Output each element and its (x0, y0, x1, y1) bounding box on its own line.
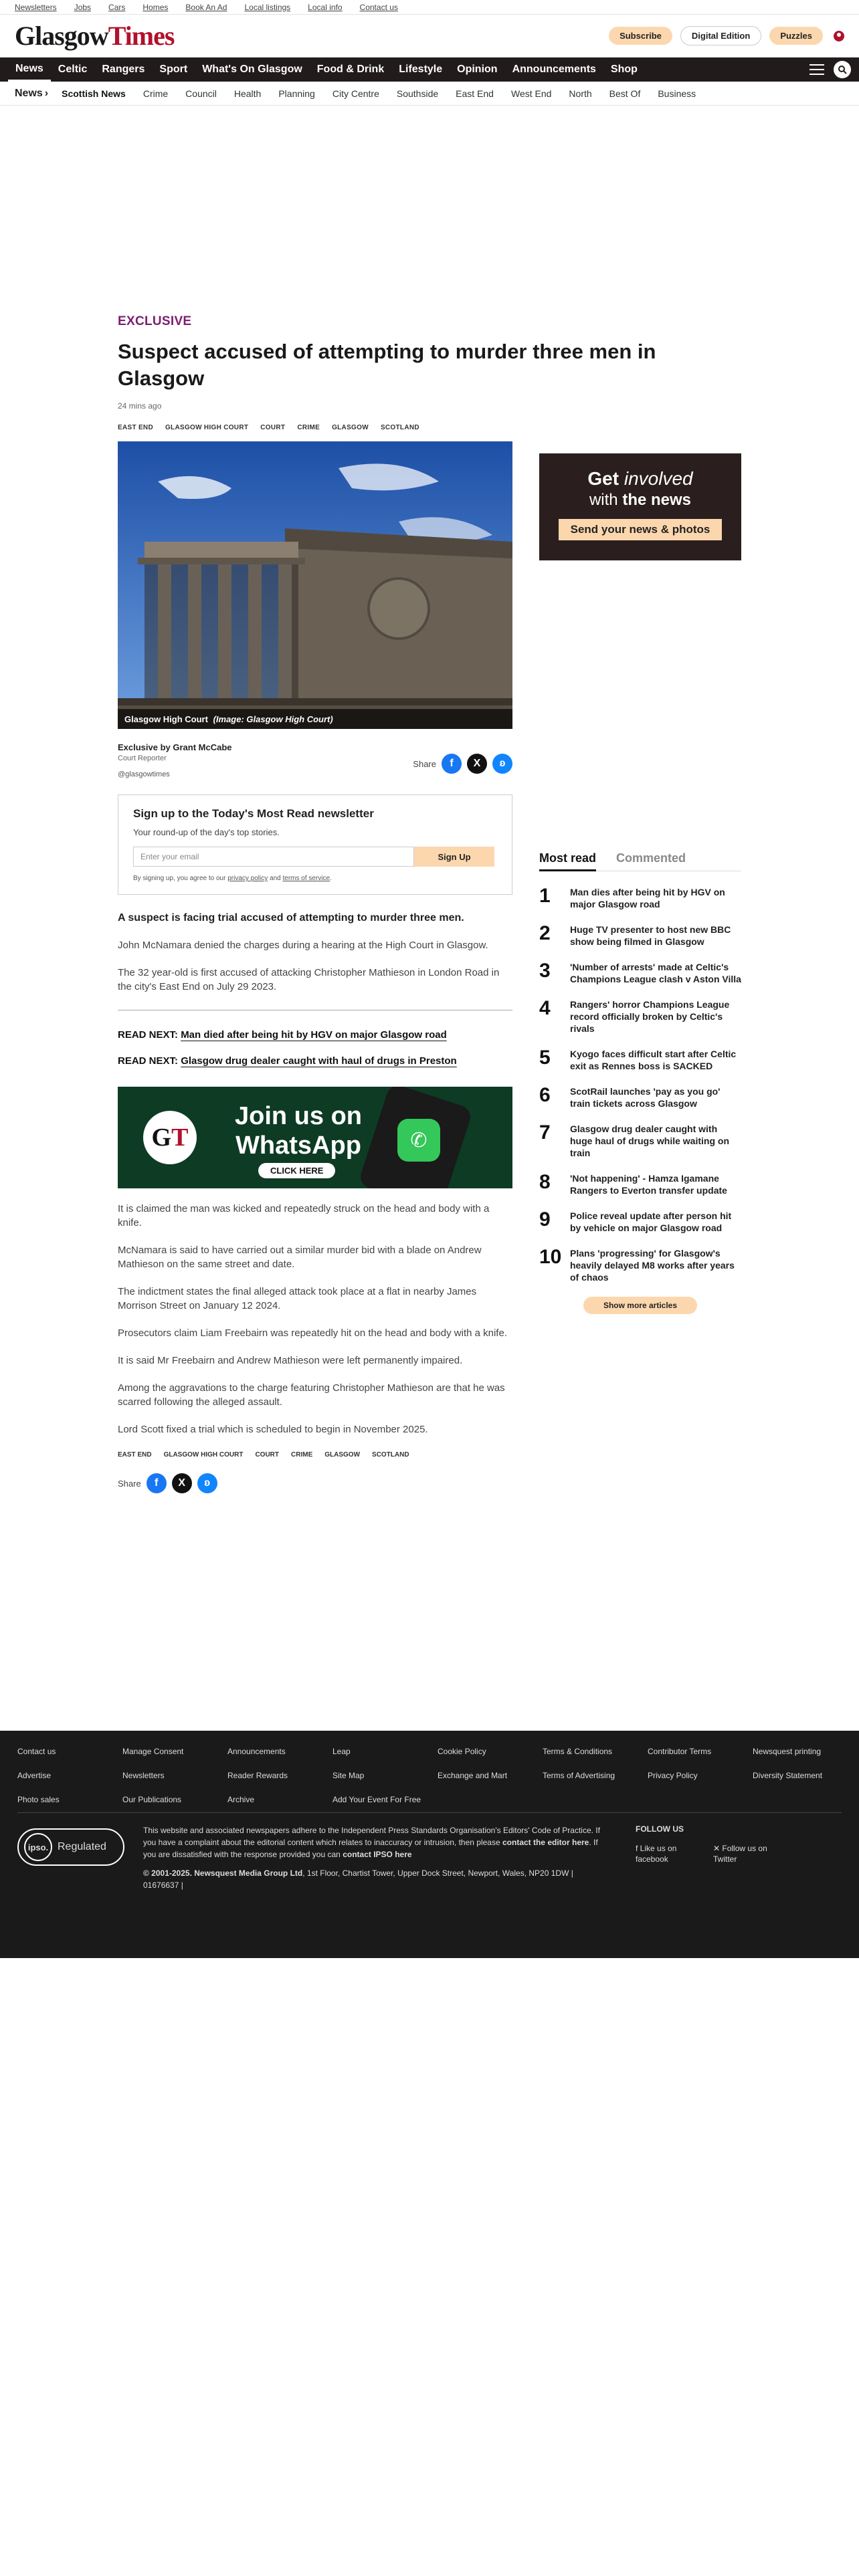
footer-link[interactable]: Terms of Advertising (543, 1771, 615, 1780)
article-body (118, 441, 512, 1493)
whatsapp-cta[interactable]: CLICK HERE (258, 1163, 335, 1178)
subscribe-button[interactable]: Subscribe (609, 27, 672, 45)
list-item[interactable]: 1 Man dies after being hit by HGV on major Glasgow road (539, 885, 725, 909)
user-account-icon[interactable] (834, 31, 844, 41)
facebook-share-icon[interactable]: f (147, 1473, 167, 1493)
list-item[interactable]: 8 'Not happening' - Hamza Igamane Rangers to Everton transfer update (539, 1171, 727, 1196)
footer-link[interactable]: Leap (332, 1747, 351, 1756)
footer-link[interactable]: Advertise (17, 1771, 52, 1780)
tag-link[interactable]: EAST END (118, 1451, 152, 1459)
paragraph: Prosecutors claim Liam Freebairn was repeatedly hit on the head and body with a knife. (118, 1327, 507, 1339)
facebook-icon: f (636, 1844, 640, 1853)
subnav-item[interactable]: Crime (142, 88, 169, 99)
article-header (118, 314, 740, 431)
tag-link[interactable]: EAST END (118, 424, 153, 431)
article-tags-bottom (118, 1451, 512, 1459)
whatsapp-banner[interactable] (118, 1087, 512, 1188)
article-timestamp: 24 mins ago (118, 401, 162, 411)
footer-link[interactable]: Exchange and Mart (438, 1771, 508, 1780)
footer-link[interactable]: Announcements (227, 1747, 286, 1756)
util-link[interactable]: Homes (142, 2, 169, 12)
footer-link[interactable]: Manage Consent (122, 1747, 184, 1756)
article-lede: A suspect is facing trial accused of attempting to murder three men. (118, 912, 464, 924)
privacy-policy-link[interactable]: privacy policy (227, 875, 268, 882)
nav-item-sport[interactable]: Sport (159, 64, 188, 75)
most-read-list (539, 886, 741, 1283)
twitter-handle[interactable]: @glasgowtimes (118, 770, 170, 778)
x-share-icon[interactable]: X (467, 754, 487, 774)
masthead (0, 15, 859, 58)
byline (118, 742, 512, 778)
author-role: Court Reporter (118, 754, 167, 762)
footer-link[interactable]: Photo sales (17, 1795, 60, 1804)
article-title: Suspect accused of attempting to murder three men in Glasgow (118, 340, 656, 390)
footer-links (17, 1747, 840, 1804)
author-name[interactable]: Exclusive by Grant McCabe (118, 742, 232, 752)
footer-link[interactable]: Newsletters (122, 1771, 165, 1780)
list-item[interactable]: 4 Rangers' horror Champions League record officially broken by Celtic's rivals (539, 997, 730, 1034)
paragraph: John McNamara denied the charges during a hearing at the High Court in Glasgow. (118, 940, 488, 951)
footer-link[interactable]: Terms & Conditions (543, 1747, 613, 1756)
menu-icon[interactable] (809, 64, 824, 75)
subnav-item[interactable]: Best Of (609, 88, 641, 99)
tab-most-read[interactable]: Most read (539, 851, 596, 871)
footer-link[interactable]: Site Map (332, 1771, 365, 1780)
nav-item-shop[interactable]: Shop (610, 64, 638, 75)
footer-legal-text: This website and associated newspapers adhere to the Independent Press Standards Organisation's Editors' Code of Practice. If you have a complaint about the editorial content which relates to inaccuracy or intrusion, then please contact the editor here. If you are dissatisfied with the response provided you can contact IPSO here © 2001-2025. Newsquest Media Group Ltd, 1st Floor, Chartist Tower, Upper Dock Street, Newport, Wales, NP20 1DW | 01676637 | (143, 1826, 600, 1890)
subnav-item[interactable]: Southside (396, 88, 439, 99)
utility-bar (0, 0, 859, 15)
tag-link[interactable]: COURT (260, 424, 286, 431)
signup-button[interactable]: Sign Up (414, 847, 494, 867)
newsletter-title: Sign up to the Today's Most Read newsletter (133, 807, 374, 820)
paragraph: Lord Scott fixed a trial which is scheduled to begin in November 2025. (118, 1424, 428, 1435)
tag-link[interactable]: GLASGOW (324, 1451, 361, 1459)
paragraph: McNamara is said to have carried out a similar murder bid with a blade on Andrew Mathieson on the same street and date. (118, 1245, 482, 1270)
email-input[interactable]: Enter your email (133, 847, 414, 867)
footer-link[interactable]: Reader Rewards (227, 1771, 288, 1780)
read-next-link[interactable]: Glasgow drug dealer caught with haul of drugs in Preston (181, 1055, 457, 1067)
tag-link[interactable]: CRIME (291, 1451, 313, 1459)
subnav-item[interactable]: West End (510, 88, 552, 99)
subnav-item[interactable]: East End (456, 88, 494, 99)
footer-link[interactable]: Archive (227, 1795, 255, 1804)
search-icon[interactable] (834, 61, 851, 78)
gt-logo: G T (143, 1111, 197, 1164)
footer-link[interactable]: Our Publications (122, 1795, 182, 1804)
newsletter-desc: Your round-up of the day's top stories. (133, 827, 280, 837)
paragraph: It is said Mr Freebairn and Andrew Mathieson were left permanently impaired. (118, 1355, 463, 1366)
tag-link[interactable]: GLASGOW HIGH COURT (163, 1451, 244, 1459)
util-link[interactable]: Cars (108, 2, 126, 12)
chevron-right-icon: › (44, 87, 49, 99)
subnav-item[interactable]: Health (233, 88, 262, 99)
bluesky-share-icon[interactable]: ʚ (197, 1473, 217, 1493)
newsletter-signup (118, 794, 512, 895)
article-kicker: EXCLUSIVE (118, 314, 192, 328)
share-label: Share (118, 1478, 141, 1489)
footer-link[interactable]: Privacy Policy (648, 1771, 698, 1780)
nav-item-lifestyle[interactable]: Lifestyle (399, 64, 443, 75)
util-link[interactable]: Local info (308, 2, 343, 12)
nav-item-news[interactable]: News (8, 58, 51, 82)
tag-link[interactable]: CRIME (297, 424, 320, 431)
paragraph: The 32 year-old is first accused of attacking Christopher Mathieson in London Road in the city's East End on July 29 2023. (118, 967, 500, 992)
nav-item-whats-on[interactable]: What's On Glasgow (202, 64, 302, 75)
util-link[interactable]: Contact us (359, 2, 398, 12)
nav-item-celtic[interactable]: Celtic (58, 64, 88, 75)
paragraph: The indictment states the final alleged attack took place at a flat in nearby James Morrison Street on January 12 2024. (118, 1286, 477, 1311)
tag-link[interactable]: GLASGOW HIGH COURT (165, 424, 249, 431)
list-item[interactable]: 6 ScotRail launches 'pay as you go' train tickets across Glasgow (539, 1084, 721, 1109)
list-item[interactable]: 7 Glasgow drug dealer caught with huge haul of drugs while waiting on train (539, 1121, 729, 1158)
sub-nav (0, 82, 859, 106)
newsletter-fine-print: By signing up, you agree to our privacy policy and terms of service. (133, 875, 332, 882)
footer-link[interactable]: Add Your Event For Free (332, 1795, 421, 1804)
bluesky-share-icon[interactable]: ʚ (492, 754, 512, 774)
most-read-tabs (539, 851, 741, 871)
read-next: READ NEXT: Man died after being hit by HGV on major Glasgow road (118, 1029, 447, 1041)
whatsapp-icon: ✆ (397, 1119, 440, 1162)
share-bar (413, 749, 512, 778)
footer-link[interactable]: Cookie Policy (438, 1747, 486, 1756)
nav-item-rangers[interactable]: Rangers (102, 64, 145, 75)
tag-link[interactable]: SCOTLAND (380, 424, 419, 431)
tag-link[interactable]: SCOTLAND (372, 1451, 409, 1459)
follow-us: FOLLOW US f Like us on facebook ✕ Follow us on Twitter (636, 1824, 773, 1864)
footer-link[interactable]: Contact us (17, 1747, 56, 1756)
footer-link[interactable]: Newsquest printing (753, 1747, 822, 1756)
paragraph: It is claimed the man was kicked and repeatedly struck on the head and body with a knife. (118, 1203, 490, 1228)
subnav-item[interactable]: Business (658, 88, 696, 99)
list-item[interactable]: 9 Police reveal update after person hit by vehicle on major Glasgow road (539, 1208, 732, 1233)
whatsapp-headline: Join us on WhatsApp (235, 1102, 362, 1160)
list-item[interactable]: 2 Huge TV presenter to host new BBC show being filmed in Glasgow (539, 922, 731, 947)
footer-link[interactable]: Diversity Statement (753, 1771, 823, 1780)
footer (0, 1731, 859, 1958)
main-nav (0, 58, 859, 82)
contact-editor-link[interactable]: contact the editor here (502, 1838, 589, 1847)
hero-image-caption: Glasgow High Court (Image: Glasgow High Court) (118, 709, 512, 729)
nav-item-announcements[interactable]: Announcements (512, 64, 596, 75)
hero-image[interactable] (118, 441, 512, 729)
send-news-button[interactable]: Send your news & photos (559, 519, 723, 540)
footer-link[interactable]: Contributor Terms (648, 1747, 712, 1756)
tag-link[interactable]: GLASGOW (332, 424, 369, 431)
util-link[interactable]: Local listings (244, 2, 291, 12)
subnav-item[interactable]: Planning (278, 88, 315, 99)
subnav-item[interactable]: Scottish News (62, 88, 126, 99)
facebook-follow-link[interactable]: f Like us on facebook (636, 1844, 677, 1864)
digital-edition-button[interactable]: Digital Edition (680, 26, 761, 45)
list-item[interactable]: 10 Plans 'progressing' for Glasgow's heavily delayed M8 works after years of chaos (539, 1246, 735, 1283)
util-link[interactable]: Book An Ad (185, 2, 227, 12)
share-bar-bottom (118, 1473, 512, 1493)
subnav-item[interactable]: North (569, 88, 592, 99)
facebook-share-icon[interactable]: f (442, 754, 462, 774)
footer-divider (17, 1812, 842, 1813)
terms-link[interactable]: terms of service (282, 875, 330, 882)
article-tags (118, 424, 740, 431)
ipso-badge[interactable]: ipso. Regulated (17, 1828, 124, 1866)
x-share-icon[interactable]: X (172, 1473, 192, 1493)
list-item[interactable]: 3 'Number of arrests' made at Celtic's Champions League clash v Aston Villa (539, 960, 741, 984)
court-building-illustration (118, 441, 512, 729)
x-icon: ✕ (713, 1844, 723, 1853)
nav-item-opinion[interactable]: Opinion (457, 64, 498, 75)
list-item[interactable]: 5 Kyogo faces difficult start after Celtic exit as Rennes boss is SACKED (539, 1047, 737, 1071)
show-more-button[interactable]: Show more articles (583, 1297, 697, 1314)
tab-commented[interactable]: Commented (616, 851, 686, 865)
share-label: Share (413, 758, 436, 769)
util-link[interactable]: Newsletters (15, 2, 57, 12)
read-next: READ NEXT: Glasgow drug dealer caught with haul of drugs in Preston (118, 1055, 457, 1067)
subnav-item[interactable]: City Centre (332, 88, 379, 99)
subnav-section-title[interactable]: News › (15, 87, 49, 99)
puzzles-button[interactable]: Puzzles (769, 27, 823, 45)
send-news-promo: Get involved with the news Send your news & photos (539, 453, 741, 560)
nav-item-food-drink[interactable]: Food & Drink (316, 64, 385, 75)
site-logo[interactable]: GlasgowTimes (15, 21, 175, 51)
tag-link[interactable]: COURT (255, 1451, 280, 1459)
ipso-logo: ipso. (24, 1833, 52, 1861)
subnav-item[interactable]: Council (185, 88, 217, 99)
paragraph: Among the aggravations to the charge featuring Christopher Mathieson are that he was scarred following the alleged assault. (118, 1382, 505, 1408)
util-link[interactable]: Jobs (74, 2, 92, 12)
sidebar (539, 453, 741, 1314)
contact-ipso-link[interactable]: contact IPSO here (343, 1850, 412, 1859)
read-next-link[interactable]: Man died after being hit by HGV on major Glasgow road (181, 1029, 447, 1041)
twitter-follow-link[interactable]: ✕ Follow us on Twitter (713, 1844, 767, 1864)
